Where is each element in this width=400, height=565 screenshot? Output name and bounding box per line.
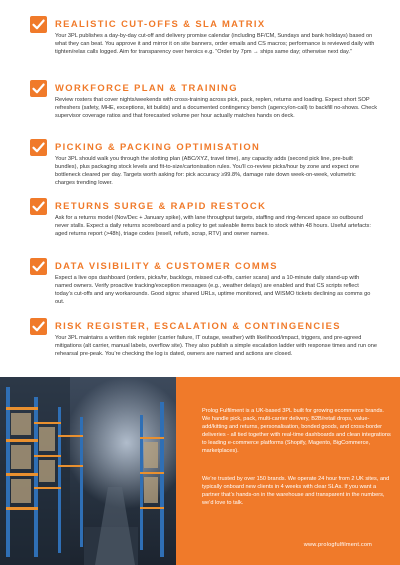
- checkbox-icon: [30, 80, 47, 97]
- section-body: Review rosters that cover nights/weekends with cross-training across pick, pack, replen, returns and loading. Expect short SOP refreshers (safety, MHE, exceptions, kit builds) and a documented contingency bench (agency/on-call) to backfill no-shows. Check supervisor coverage ratios and that forecasted volume per hour actually matches hands on deck.: [55, 97, 378, 119]
- company-trust-text: We’re trusted by over 150 brands. We operate 24 hour from 2 UK sites, and typically onboard new clients in 4 weeks with clear SLAs. If you want a partner that’s hands-on in the warehouse and transparent in the numbers, we’d love to talk.: [202, 476, 390, 507]
- section-heading: PICKING & PACKING OPTIMISATION: [55, 141, 261, 152]
- section-heading: DATA VISIBILITY & CUSTOMER COMMS: [55, 260, 278, 271]
- section-body: Your 3PL should walk you through the slotting plan (ABC/XYZ, travel time), any capacity adds (second pick line, pre-built bundles), plus packaging stock levels and fit-to-size/cartonisation rules. You’ll co-review picks/hour by zone and expect one bottleneck cleared per day. Targets worth asking for: pick accuracy ≥99.8%, damage rate down week-on-week, volumetric charges trending lower.: [55, 156, 360, 186]
- checkbox-icon: [30, 139, 47, 156]
- checkbox-icon: [30, 258, 47, 275]
- warehouse-photo: [0, 377, 176, 565]
- section-heading: RETURNS SURGE & RAPID RESTOCK: [55, 200, 267, 211]
- section-body: Ask for a returns model (Nov/Dec + January spike), with lane throughput targets, staffing and ring-fenced space so outbound never stalls. Expect a daily returns scoreboard and a policy to get saleable items back to stock within 48 hours. Useful artefacts: aged returns report (>48h), triage codes (resell, refurb, scrap, RTV) and owner names.: [55, 215, 371, 237]
- section-body: Expect a live ops dashboard (orders, picks/hr, backlogs, missed cut-offs, carrier scans) and a 10-minute daily stand-up with named owners. Verify proactive tracking/exception messages (e.g., weather delays) are enabled and that CS scripts reflect today’s cut-offs and any workarounds. Good signs: shared URLs, uptime monitored, and WISMO tickets declining as comms go out.: [55, 275, 371, 305]
- section-heading: WORKFORCE PLAN & TRAINING: [55, 82, 238, 93]
- company-info-panel: [176, 377, 400, 565]
- section-heading: REALISTIC CUT-OFFS & SLA MATRIX: [55, 18, 266, 29]
- section-body: Your 3PL publishes a day-by-day cut-off and delivery promise calendar (including BF/CM, Sundays and bank holidays) based on what they can beat. You approve it and mirror it on site banners, order emails and CS macros; performance is reviewed daily with tighten/relax calls logged. Aim for transparency over heroics e.g. “Order by 7pm → ships same day; otherwise next day.”: [55, 33, 375, 55]
- footer-banner: [0, 377, 400, 565]
- company-intro-text: Prolog Fulfilment is a UK-based 3PL built for growing ecommerce brands. We handle pick, pack, multi-carrier delivery, B2B/retail drops, value-add/kitting and returns, personalisation, bonded goods, and cross-border deliveries - all tied together with real-time dashboards and clean integrations to leading e-commerce platforms (Shopify, Magento, BigCommerce, marketplaces).: [202, 408, 391, 455]
- checkbox-icon: [30, 198, 47, 215]
- section-heading: RISK REGISTER, ESCALATION & CONTINGENCIES: [55, 320, 341, 331]
- section-body: Your 3PL maintains a written risk register (carrier failure, IT outage, weather) with likelihood/impact, triggers, and pre-agreed mitigations (alt carrier, manual labels, overflow site). They also publish a simple escalation ladder with response times and run one rehearsal pre-peak. You’re checking the log is dated, owners are named and actions are closed.: [55, 335, 378, 357]
- checkbox-icon: [30, 16, 47, 33]
- checkbox-icon: [30, 318, 47, 335]
- website-link[interactable]: www.prologfulfilment.com: [303, 542, 372, 548]
